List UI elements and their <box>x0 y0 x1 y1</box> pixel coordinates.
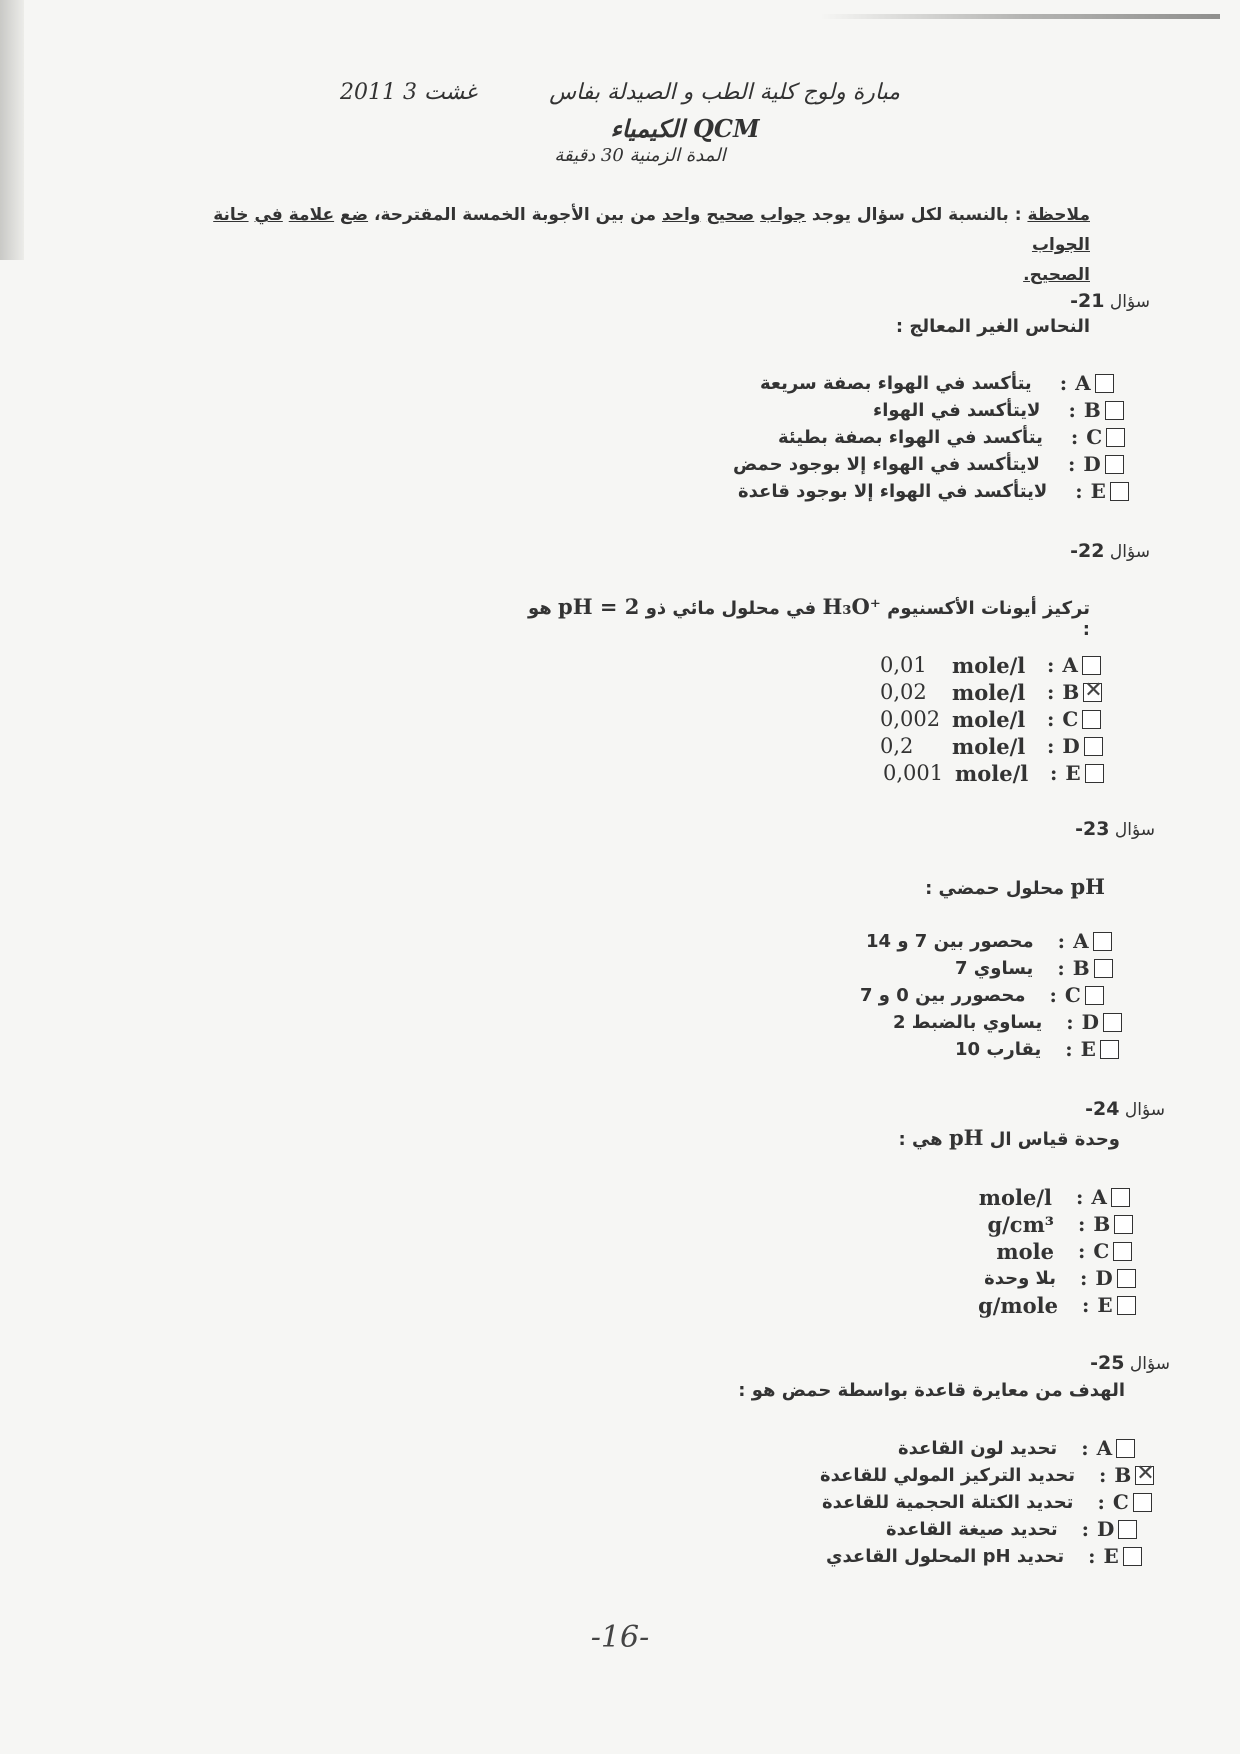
question-number <box>1020 1352 1170 1374</box>
colon: : <box>1075 479 1083 503</box>
option-text: محصور بين 7 و 14 <box>866 930 1034 952</box>
option-text: تحديد pH المحلول القاعدي <box>826 1545 1065 1567</box>
note-underlined: الجواب <box>1031 235 1090 255</box>
option-text: تحديد التركيز المولي للقاعدة <box>820 1464 1075 1486</box>
option-letter: D <box>1062 734 1080 758</box>
option-value: 0,01 <box>880 653 927 677</box>
option-text: لايتأكسد في الهواء <box>873 399 1041 421</box>
option-row <box>962 1238 1132 1264</box>
answer-checkbox[interactable] <box>1085 986 1104 1005</box>
answer-checkbox[interactable] <box>1084 737 1103 756</box>
scan-shadow-top <box>820 14 1220 19</box>
question-stem: النحاس الغير المعالج : <box>895 316 1090 337</box>
option-value: 0,2 <box>880 734 914 758</box>
option-unit: mole/l <box>952 679 1026 705</box>
option-letter: C <box>1112 1490 1129 1514</box>
exam-duration: المدة الزمنية 30 دقيقة <box>554 145 726 166</box>
option-letter: D <box>1095 1266 1113 1290</box>
option-text: g/cm³ <box>987 1211 1054 1237</box>
option-value: 0,02 <box>880 680 927 704</box>
question-index: 21- <box>1070 290 1105 312</box>
option-letter: D <box>1083 452 1101 476</box>
exam-title: مبارة ولوج كلية الطب و الصيدلة بفاس <box>549 80 900 105</box>
stem-text: محلول حمضي : <box>925 878 1065 899</box>
colon: : <box>1047 707 1055 731</box>
option-unit: mole/l <box>952 706 1026 732</box>
answer-checkbox[interactable] <box>1093 932 1112 951</box>
colon: : <box>1066 1010 1074 1034</box>
option-row <box>860 982 1104 1008</box>
option-unit: mole/l <box>952 733 1026 759</box>
option-letter: A <box>1075 371 1091 395</box>
colon: : <box>1081 1517 1089 1541</box>
question-index: 23- <box>1075 818 1110 840</box>
colon: : <box>1081 1436 1089 1460</box>
option-text: يقارب 10 <box>955 1038 1042 1060</box>
colon: : <box>1059 371 1068 395</box>
option-text: لايتأكسد في الهواء إلا بوجود قاعدة <box>738 480 1048 502</box>
option-row <box>880 652 1101 678</box>
exam-subject: QCM الكيمياء <box>610 114 760 143</box>
colon: : <box>1078 1239 1086 1263</box>
option-letter: D <box>1081 1010 1099 1034</box>
option-row <box>820 1462 1154 1488</box>
exam-date: 2011 3 غشت <box>340 80 477 105</box>
question-number <box>1005 818 1155 840</box>
option-text: mole <box>996 1238 1054 1264</box>
option-text: g/mole <box>978 1292 1058 1318</box>
option-row <box>898 1435 1135 1461</box>
option-row <box>886 1516 1137 1542</box>
colon: : <box>1078 1212 1086 1236</box>
colon: : <box>1080 1266 1088 1290</box>
option-row <box>964 1265 1136 1291</box>
option-letter: E <box>1103 1544 1119 1568</box>
colon: : <box>1065 1037 1073 1061</box>
option-letter: C <box>1086 425 1103 449</box>
answer-checkbox[interactable] <box>1118 1520 1137 1539</box>
option-row <box>955 955 1113 981</box>
option-text: يساوي 7 <box>955 957 1034 979</box>
note-underlined: ضع <box>340 205 369 225</box>
option-letter: B <box>1114 1463 1132 1487</box>
option-text: تحديد الكتلة الحجمية للقاعدة <box>822 1491 1074 1513</box>
option-text: يتأكسد في الهواء بصفة سريعة <box>760 372 1032 394</box>
option-letter: E <box>1065 761 1081 785</box>
answer-checkbox[interactable] <box>1117 1269 1136 1288</box>
stem-text: هي : <box>898 1129 943 1150</box>
answer-checkbox[interactable] <box>1082 710 1101 729</box>
option-row <box>880 706 1101 732</box>
note-underlined: صحيح <box>706 205 755 225</box>
page-number: -16- <box>590 1620 650 1655</box>
option-row <box>760 370 1114 396</box>
colon: : <box>1070 425 1079 449</box>
question-stem <box>800 1125 1120 1150</box>
question-number <box>1000 540 1150 562</box>
note-underlined: في <box>254 205 283 225</box>
answer-checkbox[interactable] <box>1085 764 1104 783</box>
answer-checkbox[interactable] <box>1103 1013 1122 1032</box>
question-label: سؤال <box>1129 1354 1170 1374</box>
colon: : <box>1057 929 1066 953</box>
question-stem: الهدف من معايرة قاعدة بواسطة حمض هو : <box>738 1380 1125 1401</box>
option-unit: mole/l <box>952 652 1026 678</box>
option-text: يساوي بالضبط 2 <box>893 1011 1043 1033</box>
option-row <box>880 733 1103 759</box>
stem-text: تركيز أيونات الأكسنيوم <box>887 598 1090 619</box>
answer-checkbox[interactable] <box>1083 683 1102 702</box>
note-underlined: خانة <box>213 205 249 225</box>
answer-checkbox[interactable] <box>1106 428 1125 447</box>
answer-checkbox[interactable] <box>1117 1296 1136 1315</box>
colon: : <box>1047 653 1055 677</box>
option-letter: A <box>1096 1436 1113 1460</box>
option-letter: E <box>1090 479 1106 503</box>
stem-ph: pH <box>1070 874 1105 899</box>
answer-checkbox[interactable] <box>1123 1547 1142 1566</box>
stem-text: هو : <box>528 598 1090 640</box>
option-text: تحديد لون القاعدة <box>898 1437 1058 1459</box>
colon: : <box>1047 734 1055 758</box>
question-number <box>1015 1098 1165 1120</box>
answer-checkbox[interactable] <box>1110 482 1129 501</box>
option-value: 0,001 <box>883 761 944 785</box>
option-row <box>955 1036 1119 1062</box>
question-index: 25- <box>1090 1352 1125 1374</box>
option-row <box>960 1184 1130 1210</box>
answer-checkbox[interactable] <box>1113 1242 1132 1261</box>
stem-ph: pH = 2 <box>558 594 640 619</box>
question-index: 24- <box>1085 1098 1120 1120</box>
answer-checkbox[interactable] <box>1095 374 1114 393</box>
answer-checkbox[interactable] <box>1100 1040 1119 1059</box>
colon: : <box>1047 680 1055 704</box>
question-number <box>1000 290 1150 312</box>
question-stem <box>520 594 1090 640</box>
option-letter: A <box>1062 653 1078 677</box>
option-letter: A <box>1091 1185 1107 1209</box>
colon: : <box>1097 1490 1105 1514</box>
option-letter: B <box>1062 680 1080 704</box>
option-unit: mole/l <box>955 760 1029 786</box>
answer-checkbox[interactable] <box>1135 1466 1154 1485</box>
note-text: من بين الأجوبة الخمسة المقترحة، <box>368 205 662 225</box>
answer-checkbox[interactable] <box>1133 1493 1152 1512</box>
colon: : <box>1076 1185 1084 1209</box>
option-text: محصورر بين 0 و 7 <box>860 984 1026 1006</box>
note-underlined: جواب <box>760 205 806 225</box>
option-row <box>966 1292 1136 1318</box>
exam-header <box>330 80 900 114</box>
question-label: سؤال <box>1109 292 1150 312</box>
option-letter: B <box>1072 956 1090 980</box>
option-row <box>778 424 1125 450</box>
option-letter: D <box>1097 1517 1115 1541</box>
note-underlined: الصحيح. <box>1023 265 1090 285</box>
colon: : <box>1088 1544 1096 1568</box>
option-row <box>733 451 1124 477</box>
scan-shadow-left <box>0 0 24 260</box>
answer-checkbox[interactable] <box>1082 656 1101 675</box>
stem-formula: H₃O⁺ <box>822 594 881 619</box>
instructions-note <box>150 200 1090 290</box>
question-label: سؤال <box>1124 1100 1165 1120</box>
option-text: لايتأكسد في الهواء إلا بوجود حمض <box>733 453 1040 475</box>
note-underlined: علامة <box>288 205 335 225</box>
option-letter: E <box>1097 1293 1113 1317</box>
option-letter: C <box>1093 1239 1110 1263</box>
colon: : <box>1082 1293 1090 1317</box>
option-row <box>962 1211 1133 1237</box>
colon: : <box>1050 761 1058 785</box>
option-text: mole/l <box>978 1184 1052 1210</box>
option-row <box>893 1009 1122 1035</box>
answer-checkbox[interactable] <box>1105 455 1124 474</box>
option-letter: E <box>1080 1037 1096 1061</box>
option-letter: A <box>1073 929 1089 953</box>
option-letter: B <box>1083 398 1101 422</box>
answer-checkbox[interactable] <box>1111 1188 1130 1207</box>
question-label: سؤال <box>1109 542 1150 562</box>
colon: : <box>1068 398 1076 422</box>
colon: : <box>1067 452 1076 476</box>
stem-text: في محلول مائي ذو <box>645 598 817 619</box>
question-index: 22- <box>1070 540 1105 562</box>
option-row <box>873 397 1124 423</box>
note-underlined: واحد <box>661 205 701 225</box>
option-letter: C <box>1062 707 1079 731</box>
option-text: بلا وحدة <box>984 1267 1056 1289</box>
colon: : <box>1057 956 1065 980</box>
answer-checkbox[interactable] <box>1114 1215 1133 1234</box>
colon: : <box>1098 1463 1107 1487</box>
question-stem <box>800 874 1105 899</box>
option-row <box>738 478 1129 504</box>
option-row <box>883 760 1104 786</box>
option-letter: B <box>1093 1212 1111 1236</box>
option-row <box>866 928 1112 954</box>
option-text: يتأكسد في الهواء بصفة بطيئة <box>778 426 1043 448</box>
option-letter: C <box>1064 983 1081 1007</box>
option-value: 0,002 <box>880 707 941 731</box>
stem-ph: pH <box>948 1125 984 1150</box>
colon: : <box>1049 983 1057 1007</box>
note-label: ملاحظة <box>1027 205 1090 225</box>
option-row <box>822 1489 1152 1515</box>
note-text: : بالنسبة لكل سؤال يوجد <box>805 205 1028 225</box>
answer-checkbox[interactable] <box>1094 959 1113 978</box>
option-row <box>880 679 1102 705</box>
option-row <box>826 1543 1142 1569</box>
stem-text: وحدة قياس ال <box>989 1129 1120 1150</box>
question-label: سؤال <box>1114 820 1155 840</box>
answer-checkbox[interactable] <box>1116 1439 1135 1458</box>
option-text: تحديد صيغة القاعدة <box>886 1518 1058 1540</box>
answer-checkbox[interactable] <box>1105 401 1124 420</box>
